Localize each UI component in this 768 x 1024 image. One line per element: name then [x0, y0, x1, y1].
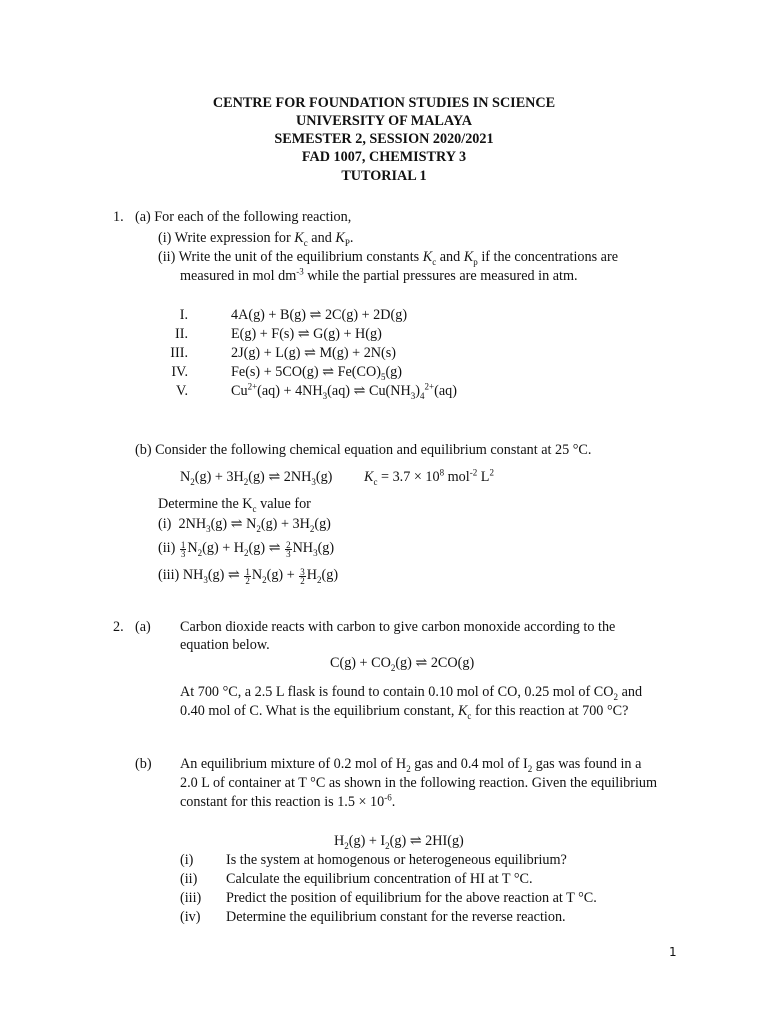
q1b-determine: Determine the $K_c$ value for: [158, 496, 311, 514]
q2b-equation: $H_2(g) + I_2(g)$ ⇌ 2HI(g): [334, 833, 464, 851]
header-university: UNIVERSITY OF MALAYA: [295, 113, 473, 129]
q2b-line2: 2.0 L of container at T °C as shown in the following reaction. Given the equilibrium: [180, 775, 658, 791]
q2b-subpart-num: (i): [180, 852, 194, 868]
reaction-num: I.: [179, 307, 188, 323]
q2b-line1: An equilibrium mixture of 0.2 mol of $H_2$ gas and 0.4 mol of $I_2$ gas was found in a: [180, 756, 642, 774]
q1b-ii: (ii) $\frac{1}{3}$ $N_2(g) + H_2(g)$ ⇌ $\frac{2}{3}$ $NH_3(g)$: [158, 540, 335, 559]
q1b-i: (i) $2NH_3(g)$ ⇌ $N_2(g) + 3H_2(g)$: [158, 516, 331, 534]
q2b-subpart-text: Is the system at homogenous or heterogeneous equilibrium?: [226, 852, 567, 868]
reaction-eq: Fe(s) + 5CO(g) ⇌ $Fe(CO)_5(g)$: [231, 364, 402, 382]
q2a-label: (a): [135, 619, 151, 635]
q2a-line1: Carbon dioxide reacts with carbon to give carbon monoxide according to the: [180, 619, 616, 635]
header-tutorial: TUTORIAL 1: [341, 168, 427, 184]
header-course: FAD 1007, CHEMISTRY 3: [301, 149, 467, 165]
q1b-iii: (iii) $NH_3(g)$ ⇌ $\frac{1}{2}$ $N_2(g)$ + $\frac{3}{2}$ $H_2(g)$: [158, 567, 339, 586]
q2a-line3: At 700 °C, a 2.5 L flask is found to contain 0.10 mol of CO, 0.25 mol of $CO_2$ and: [180, 684, 643, 702]
q1-number: 1.: [113, 209, 124, 225]
q2b-subpart-num: (ii): [180, 871, 198, 887]
reaction-num: V.: [176, 383, 188, 399]
q2b-line3: constant for this reaction is $1.5 \times 10^{-6}$.: [180, 792, 396, 810]
reaction-num: II.: [175, 326, 188, 342]
q2b-subpart-num: (iii): [180, 890, 202, 906]
reaction-eq: 2J(g) + L(g) ⇌ M(g) + 2N(s): [231, 345, 397, 361]
q1a-ii-line1: (ii) Write the unit of the equilibrium constants $K_c$ and $K_p$ if the concentrations are: [158, 249, 618, 267]
reaction-eq: $Cu^{2+}(aq) + 4NH_3(aq)$ ⇌ $Cu(NH_3)_4^{2+}(aq)$: [231, 381, 457, 401]
header-semester: SEMESTER 2, SESSION 2020/2021: [274, 131, 494, 147]
q2a-equation: $C(g) + CO_2(g)$ ⇌ 2CO(g): [330, 655, 475, 673]
reaction-eq: 4A(g) + B(g) ⇌ 2C(g) + 2D(g): [231, 307, 408, 323]
header-institution: CENTRE FOR FOUNDATION STUDIES IN SCIENCE: [212, 95, 556, 111]
q2b-subpart-num: (iv): [180, 909, 201, 925]
q2-number: 2.: [113, 619, 124, 635]
q2a-line2: equation below.: [180, 637, 270, 653]
q1b-intro: (b) Consider the following chemical equation and equilibrium constant at 25 °C.: [135, 442, 592, 458]
q2b-subpart-text: Determine the equilibrium constant for the reverse reaction.: [226, 909, 566, 925]
q1b-equation: $N_2(g) + 3H_2(g)$ ⇌ $2NH_3(g)$: [180, 469, 333, 487]
reaction-num: IV.: [171, 364, 188, 380]
q1a-intro: (a) For each of the following reaction,: [135, 209, 352, 225]
q1b-kc-value: $K_c = 3.7 \times 10^8$ mol$^{-2}$ $L^2$: [364, 467, 494, 487]
q2b-subpart-text: Predict the position of equilibrium for the above reaction at T °C.: [226, 890, 597, 906]
q2b-label: (b): [135, 756, 152, 772]
q1a-i: (i) Write expression for $K_c$ and $K_P$.: [158, 230, 354, 248]
q1a-ii-line2: measured in mol $dm^{-3}$ while the partial pressures are measured in atm.: [180, 266, 578, 284]
q2a-line4: 0.40 mol of C. What is the equilibrium constant, $K_c$ for this reaction at 700 °C?: [180, 703, 629, 721]
page-number: 1: [669, 945, 677, 959]
reaction-num: III.: [170, 345, 188, 361]
q2b-subpart-text: Calculate the equilibrium concentration of HI at T °C.: [226, 871, 533, 887]
reaction-eq: E(g) + F(s) ⇌ G(g) + H(g): [231, 326, 382, 342]
